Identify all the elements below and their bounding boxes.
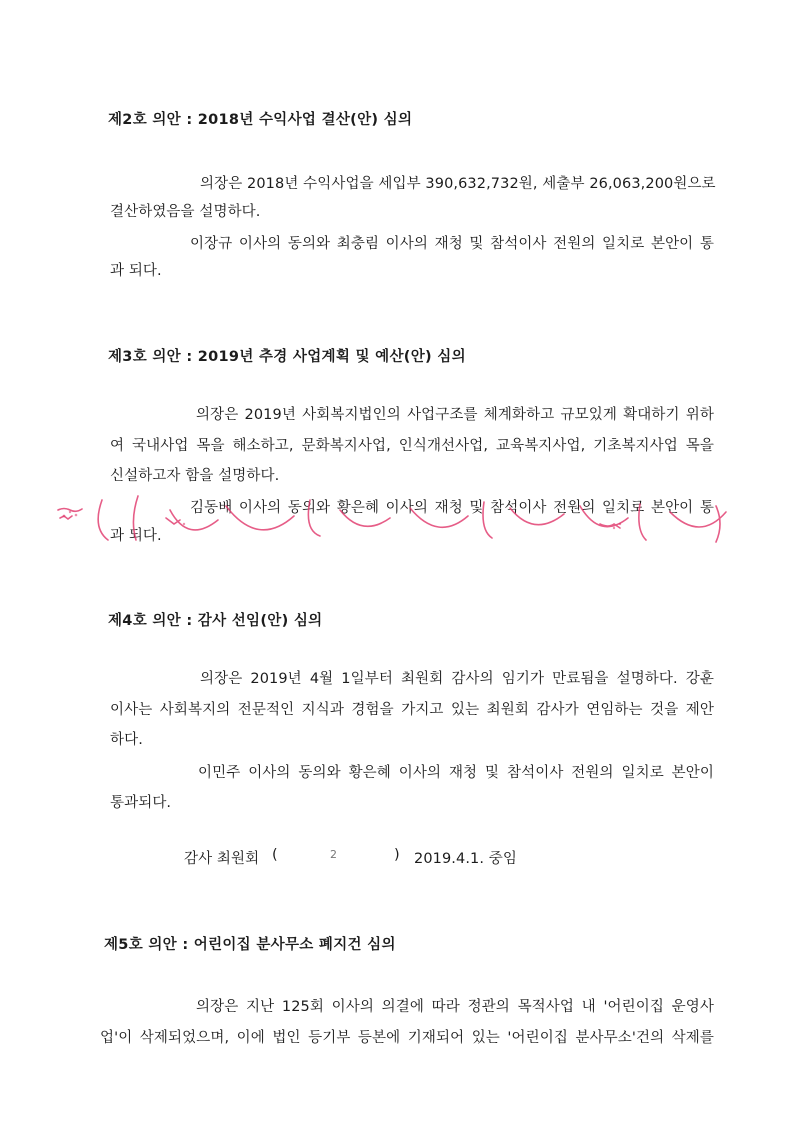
- section-4-para1-line2: 이사는 사회복지의 전문적인 지식과 경험을 가지고 있는 최원회 감사가 연임하는 것을 제안: [110, 702, 714, 718]
- auditor-open-paren: (: [272, 847, 278, 863]
- auditor-name: 감사 최원회: [184, 851, 260, 867]
- section-3-para2-line1: 김동배 이사의 동의와 황은혜 이사의 재청 및 참석이사 전원의 일치로 본안이 통: [190, 500, 714, 516]
- section-4-para1-line1: 의장은 2019년 4월 1일부터 최원회 감사의 임기가 만료됨을 설명하다. 강훈: [200, 671, 714, 687]
- section-3-para1-line2: 여 국내사업 목을 해소하고, 문화복지사업, 인식개선사업, 교육복지사업, 기초복지사업 목을: [110, 438, 714, 454]
- section-4-para1-line3: 하다.: [110, 732, 143, 748]
- section-5-heading: 제5호 의안 : 어린이집 분사무소 폐지건 심의: [104, 937, 396, 953]
- section-3-heading: 제3호 의안 : 2019년 추경 사업계획 및 예산(안) 심의: [108, 349, 466, 365]
- section-5-para1-line2: 업'이 삭제되었으며, 이에 법인 등기부 등본에 기재되어 있는 '어린이집 분사무소'건의 삭제를: [100, 1030, 714, 1046]
- section-3-para1-line1: 의장은 2019년 사회복지법인의 사업구조를 체계화하고 규모있게 확대하기 위하: [196, 407, 714, 423]
- auditor-close-paren: ): [394, 847, 400, 863]
- section-3-para1-line3: 신설하고자 함을 설명하다.: [110, 468, 280, 484]
- section-5-para1-line1: 의장은 지난 125회 이사의 의결에 따라 정관의 목적사업 내 '어린이집 운영사: [196, 999, 714, 1015]
- section-4-para2-line2: 통과되다.: [110, 795, 172, 811]
- section-4-para2-line1: 이민주 이사의 동의와 황은혜 이사의 재청 및 참석이사 전원의 일치로 본안이: [198, 765, 714, 781]
- section-2-para1-line2: 결산하였음을 설명하다.: [110, 204, 261, 220]
- section-3-para2-line2: 과 되다.: [110, 528, 162, 544]
- section-4-heading: 제4호 의안 : 감사 선임(안) 심의: [108, 613, 323, 629]
- section-2-para1-line1: 의장은 2018년 수익사업을 세입부 390,632,732원, 세출부 26,063,200원으로: [200, 176, 716, 192]
- section-2-para2-line2: 과 되다.: [110, 263, 162, 279]
- section-2-heading: 제2호 의안 : 2018년 수익사업 결산(안) 심의: [108, 112, 413, 128]
- auditor-redacted-mark: 2: [330, 848, 338, 861]
- auditor-date-note: 2019.4.1. 중임: [414, 851, 518, 867]
- section-2-para2-line1: 이장규 이사의 동의와 최충림 이사의 재청 및 참석이사 전원의 일치로 본안이 통: [190, 236, 714, 252]
